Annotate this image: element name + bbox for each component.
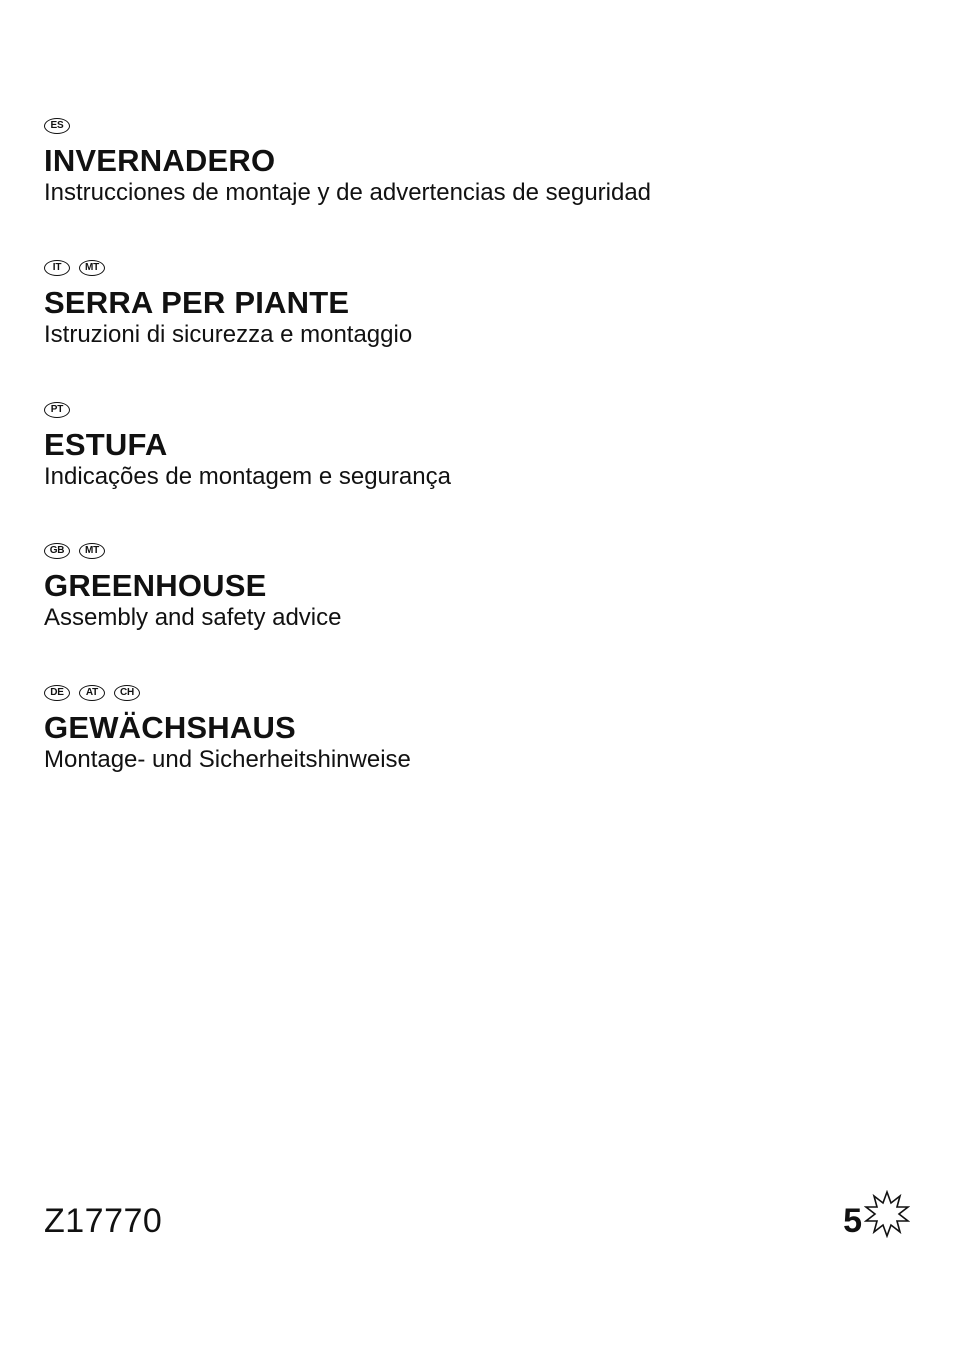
language-section-es <box>44 116 904 208</box>
language-badge: IT <box>44 260 70 276</box>
language-badges <box>44 116 904 136</box>
section-subtitle: Instrucciones de montaje y de advertencias de seguridad <box>44 179 652 206</box>
star-outline-icon <box>864 1190 910 1238</box>
section-subtitle: Indicações de montagem e segurança <box>44 463 451 490</box>
section-subtitle: Istruzioni di sicurezza e montaggio <box>44 321 413 348</box>
language-badge: MT <box>79 260 105 276</box>
language-badges <box>44 541 904 561</box>
language-section-de-at-ch <box>44 683 904 775</box>
language-badges <box>44 683 904 703</box>
language-badge: PT <box>44 402 70 418</box>
section-subtitle: Assembly and safety advice <box>44 604 342 631</box>
page-footer <box>843 1190 910 1242</box>
language-section-pt <box>44 400 904 492</box>
language-badges <box>44 400 904 420</box>
language-badge: GB <box>44 543 70 559</box>
section-subtitle: Montage- und Sicherheitshinweise <box>44 746 411 773</box>
language-badge: MT <box>79 543 105 559</box>
language-badge: DE <box>44 685 70 701</box>
product-code: Z17770 <box>44 1202 163 1240</box>
language-badge: AT <box>79 685 105 701</box>
section-title: SERRA PER PIANTE <box>44 285 350 320</box>
language-badges <box>44 258 904 278</box>
language-badge: CH <box>114 685 140 701</box>
section-title: INVERNADERO <box>44 143 276 178</box>
section-title: GEWÄCHSHAUS <box>44 710 296 745</box>
language-section-gb-mt <box>44 541 904 633</box>
language-badge: ES <box>44 118 70 134</box>
section-title: ESTUFA <box>44 427 168 462</box>
section-title: GREENHOUSE <box>44 568 267 603</box>
page-number: 5 <box>843 1202 862 1240</box>
language-section-it-mt <box>44 258 904 350</box>
